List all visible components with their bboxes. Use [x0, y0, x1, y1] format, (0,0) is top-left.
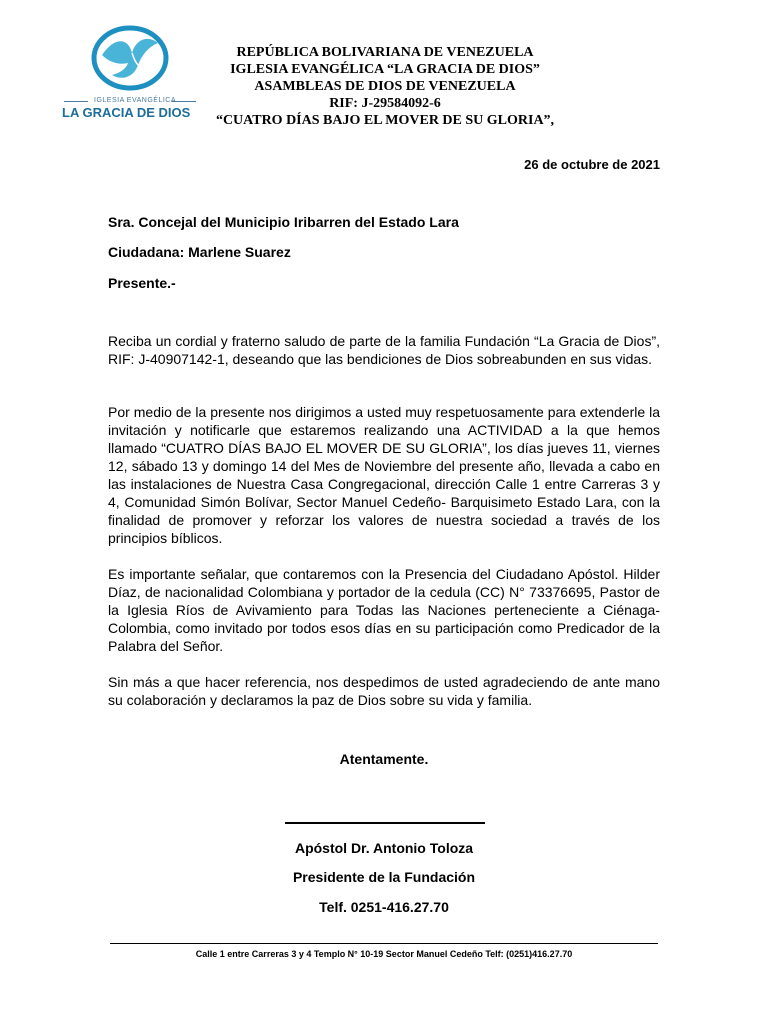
- header-line-3: ASAMBLEAS DE DIOS DE VENEZUELA: [254, 79, 516, 94]
- letterhead: [200, 44, 570, 129]
- logo-subtitle: IGLESIA EVANGÉLICA: [94, 97, 177, 104]
- logo-rule-left: [64, 101, 88, 102]
- recipient-line-2: Ciudadana: Marlene Suarez: [108, 244, 291, 260]
- header-line-4: RIF: J-29584092-6: [329, 96, 441, 111]
- closing-salutation: Atentamente.: [339, 751, 429, 767]
- dove-logo-icon: [88, 25, 172, 95]
- body-paragraph-4: Sin más a que hacer referencia, nos despedimos de usted agradeciendo de ante mano su colaboración y declaramos la paz de Dios sobre su vida y familia.: [108, 674, 660, 708]
- body-paragraph-1: Reciba un cordial y fraterno saludo de parte de la familia Fundación “La Gracia de Dios”, RIF: J-40907142-1, deseando que las bendiciones de Dios sobreabunden en sus vidas.: [108, 333, 660, 367]
- signer-title: Presidente de la Fundación: [292, 869, 476, 885]
- church-logo: [60, 25, 205, 120]
- signer-name: Apóstol Dr. Antonio Toloza: [294, 840, 474, 856]
- recipient-line-3: Presente.-: [108, 275, 176, 291]
- header-line-2: IGLESIA EVANGÉLICA “LA GRACIA DE DIOS”: [230, 62, 540, 77]
- logo-name: LA GRACIA DE DIOS: [62, 105, 191, 120]
- header-line-1: REPÚBLICA BOLIVARIANA DE VENEZUELA: [236, 45, 534, 60]
- recipient-line-1: Sra. Concejal del Municipio Iribarren del Estado Lara: [108, 214, 459, 230]
- footer-divider: [110, 943, 658, 944]
- footer-address: Calle 1 entre Carreras 3 y 4 Templo N° 10-19 Sector Manuel Cedeño Telf: (0251)416.27.70: [195, 949, 573, 959]
- body-paragraph-3: Es importante señalar, que contaremos con la Presencia del Ciudadano Apóstol. Hilder Díaz, de nacionalidad Colombiana y portador de la cedula (CC) N° 73376695, Pastor de la Iglesia Ríos de Avivamiento para Todas las Naciones perteneciente a Ciénaga-Colombia, como invitado por todos esos días en su participación como Predicador de la Palabra del Señor.: [108, 566, 660, 654]
- signature-line: [285, 822, 485, 824]
- letter-date: 26 de octubre de 2021: [524, 157, 660, 172]
- body-paragraph-2: Por medio de la presente nos dirigimos a usted muy respetuosamente para extenderle la invitación y notificarle que estaremos realizando una ACTIVIDAD a la que hemos llamado “CUATRO DÍAS BAJO EL MOVER DE SU GLORIA”, los días jueves 11, viernes 12, sábado 13 y domingo 14 del Mes de Noviembre del presente año, llevada a cabo en las instalaciones de Nuestra Casa Congregacional, dirección Calle 1 entre Carreras 3 y 4, Comunidad Simón Bolívar, Sector Manuel Cedeño- Barquisimeto Estado Lara, con la finalidad de promover y reforzar los valores de nuestra sociedad a través de los principios bíblicos.: [108, 404, 660, 546]
- signer-phone: Telf. 0251-416.27.70: [319, 899, 449, 915]
- header-line-5: “CUATRO DÍAS BAJO EL MOVER DE SU GLORIA”,: [215, 113, 555, 128]
